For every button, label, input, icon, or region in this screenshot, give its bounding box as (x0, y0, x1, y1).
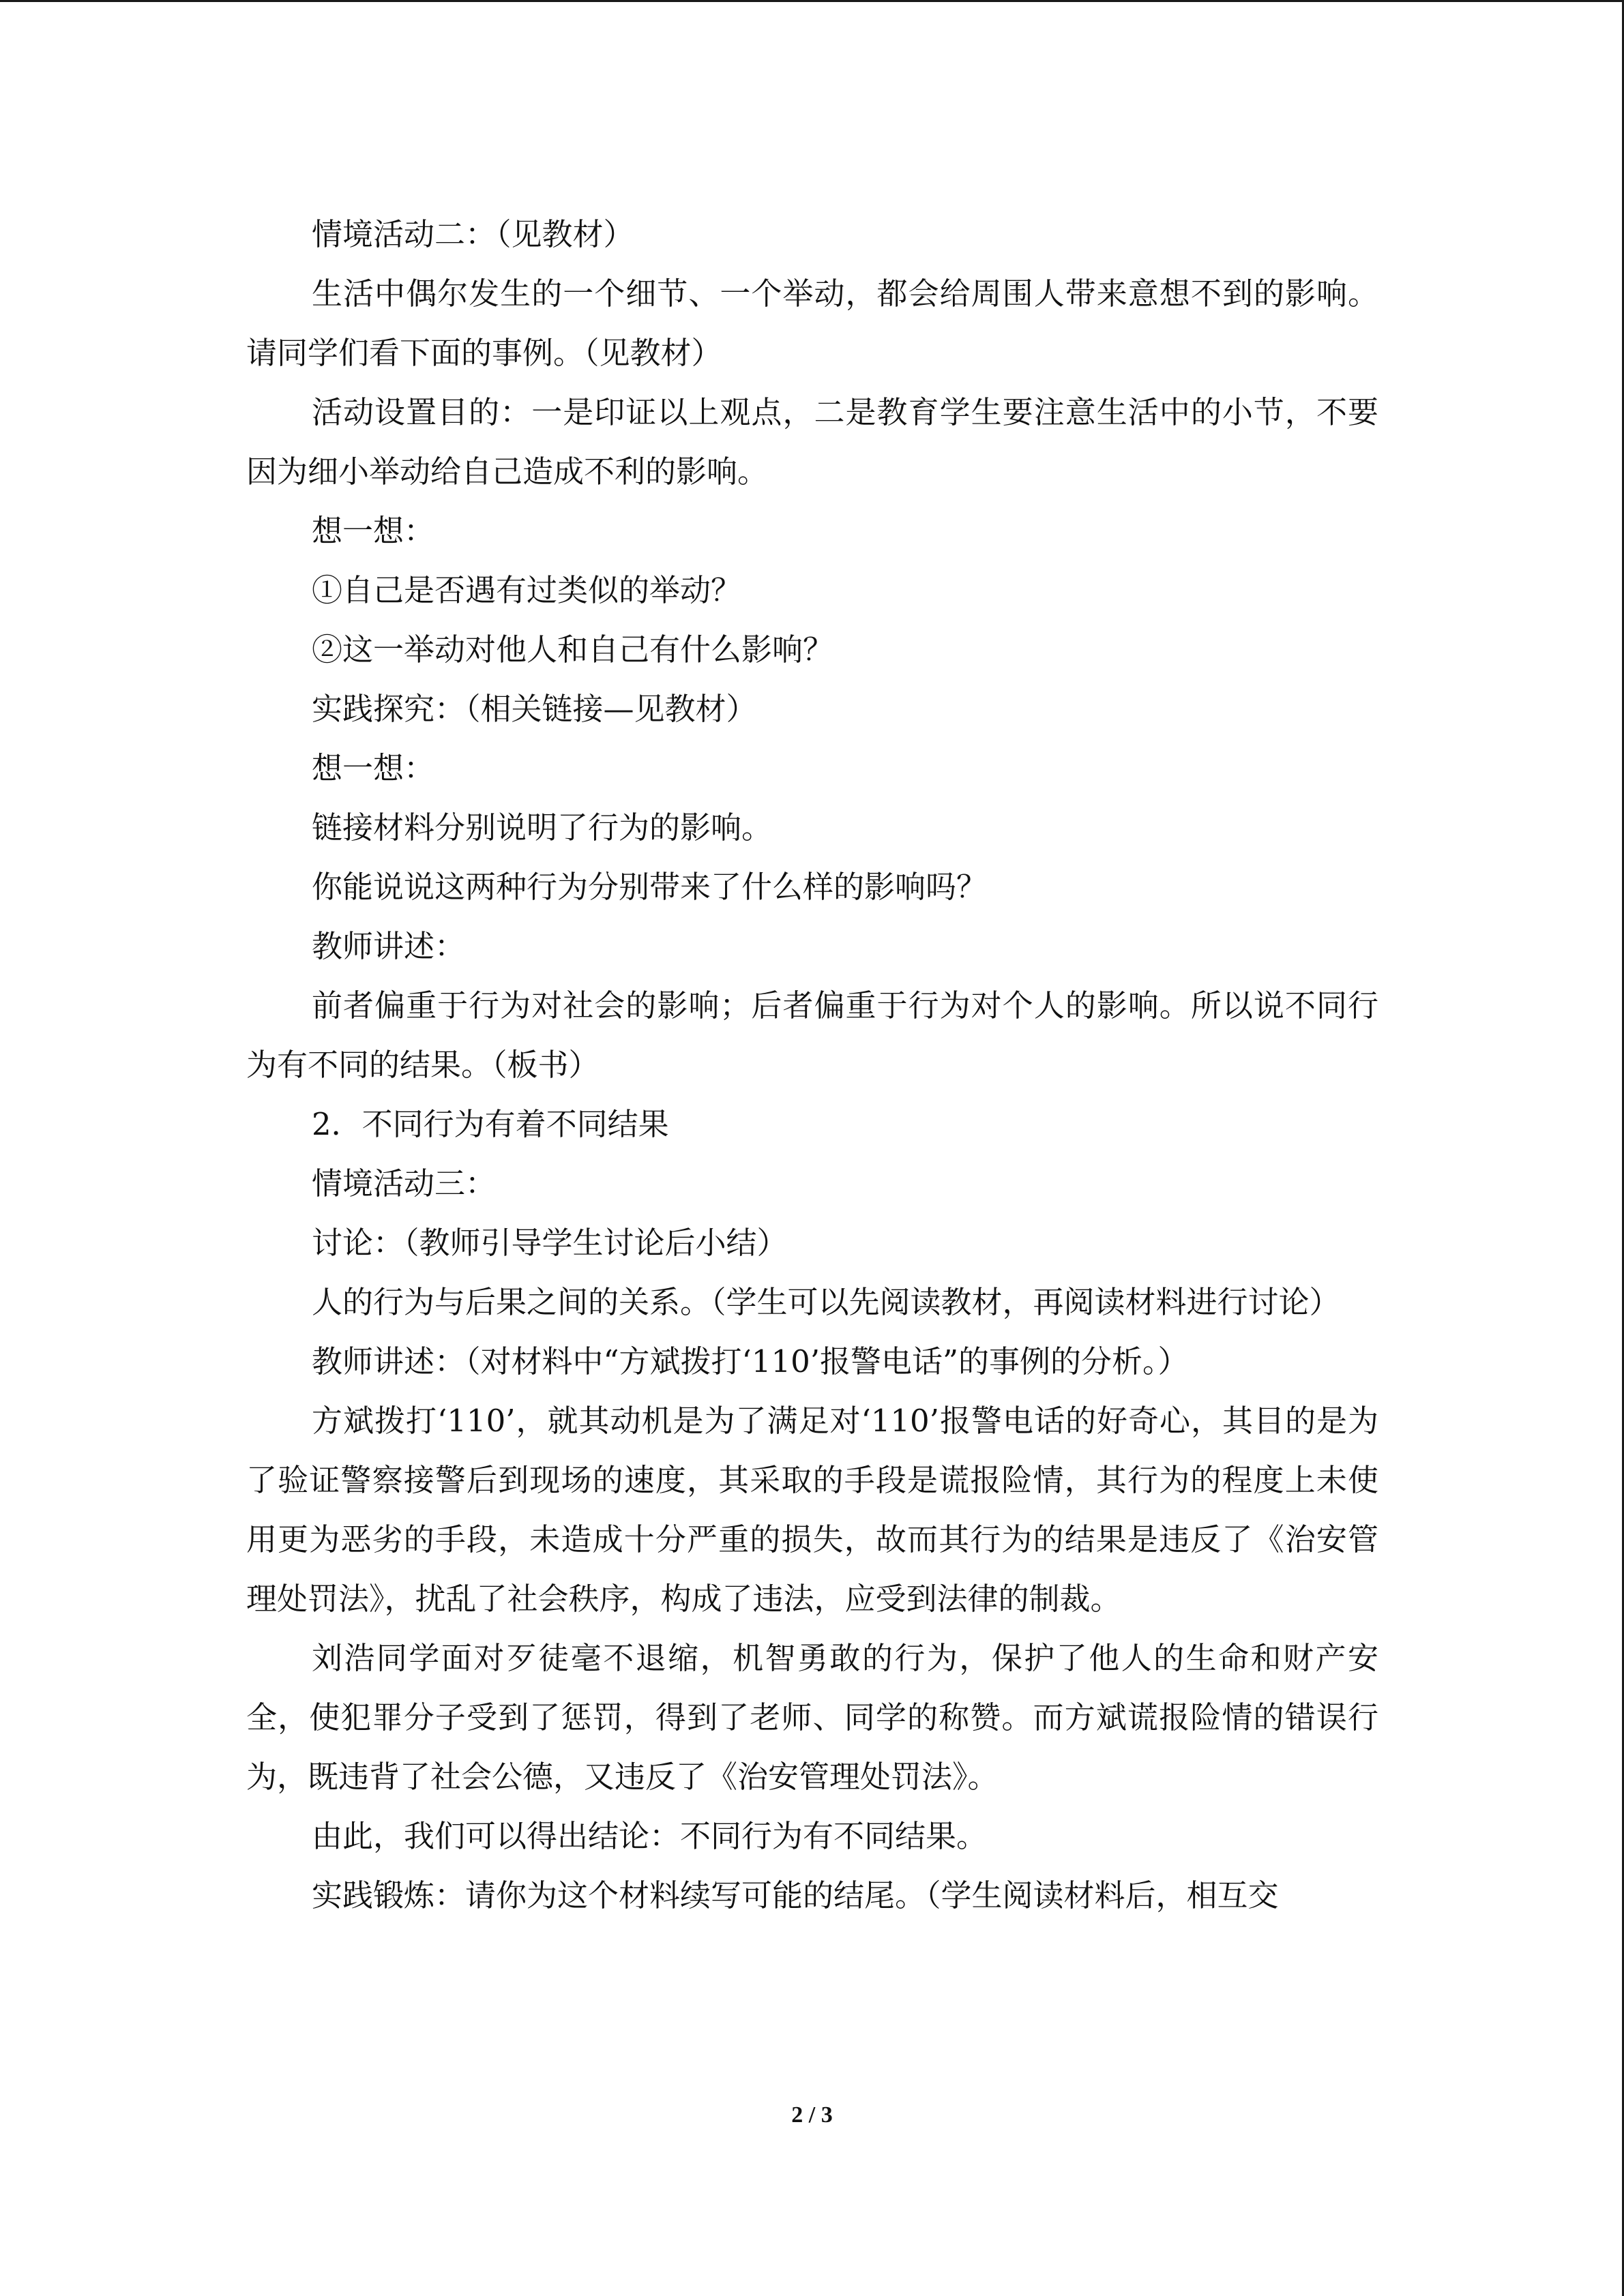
paragraph-two-behaviors: 你能说说这两种行为分别带来了什么样的影响吗？ (312, 869, 988, 905)
paragraph-practice-explore: 实践探究：（相关链接—见教材） (312, 691, 757, 727)
paragraph-activity-three: 情境活动三： (312, 1165, 497, 1202)
paragraph-life-detail: 生活中偶尔发生的一个细节、一个举动，都会给周围人带来意想不到的影响。请同学们看下面的事例。（见教材） (246, 275, 1378, 371)
paragraph-social-personal-impact: 前者偏重于行为对社会的影响；后者偏重于行为对个人的影响。所以说不同行为有不同的结果。（板书） (246, 987, 1378, 1083)
paragraph-question-two: ②这一举动对他人和自己有什么影响？ (312, 631, 834, 668)
paragraph-activity-purpose: 活动设置目的：一是印证以上观点，二是教育学生要注意生活中的小节，不要因为细小举动给自己造成不利的影响。 (246, 394, 1378, 490)
paragraph-activity-two: 情境活动二：（见教材） (312, 216, 634, 252)
page-number: 2 / 3 (791, 2102, 833, 2128)
document-body (246, 205, 1378, 1925)
paragraph-behavior-consequence: 人的行为与后果之间的关系。（学生可以先阅读教材，再阅读材料进行讨论） (312, 1284, 1340, 1320)
paragraph-liuhao-case: 刘浩同学面对歹徒毫不退缩，机智勇敢的行为，保护了他人的生命和财产安全，使犯罪分子受到了惩罚，得到了老师、同学的称赞。而方斌谎报险情的错误行为，既违背了社会公德，又违反了《治安管理处罚法》。 (246, 1640, 1378, 1795)
paragraph-think-heading-2: 想一想： (312, 750, 435, 786)
paragraph-discussion: 讨论：（教师引导学生讨论后小结） (312, 1225, 788, 1261)
paragraph-section-heading-2: 2．不同行为有着不同结果 (312, 1106, 669, 1142)
page-border-top (0, 0, 1624, 2)
paragraph-fangbin-case: 方斌拨打‘110’，就其动机是为了满足对‘110’报警电话的好奇心，其目的是为了验证警察接警后到现场的速度，其采取的手段是谎报险情，其行为的程度上未使用更为恶劣的手段，未造成十分严重的损失，故而其行为的结果是违反了《治安管理处罚法》，扰乱了社会秩序，构成了违法，应受到法律的制裁。 (246, 1403, 1378, 1617)
paragraph-think-heading: 想一想： (312, 513, 435, 549)
paragraph-teacher-analysis: 教师讲述：（对材料中“方斌拨打‘110’报警电话”的事例的分析。） (312, 1343, 1189, 1380)
paragraph-question-one: ①自己是否遇有过类似的举动？ (312, 572, 742, 608)
paragraph-conclusion: 由此，我们可以得出结论：不同行为有不同结果。 (312, 1818, 988, 1854)
paragraph-practice-exercise: 实践锻炼：请你为这个材料续写可能的结尾。（学生阅读材料后，相互交 (312, 1877, 1279, 1913)
paragraph-link-material: 链接材料分别说明了行为的影响。 (312, 809, 773, 846)
paragraph-teacher-says: 教师讲述： (312, 928, 466, 964)
